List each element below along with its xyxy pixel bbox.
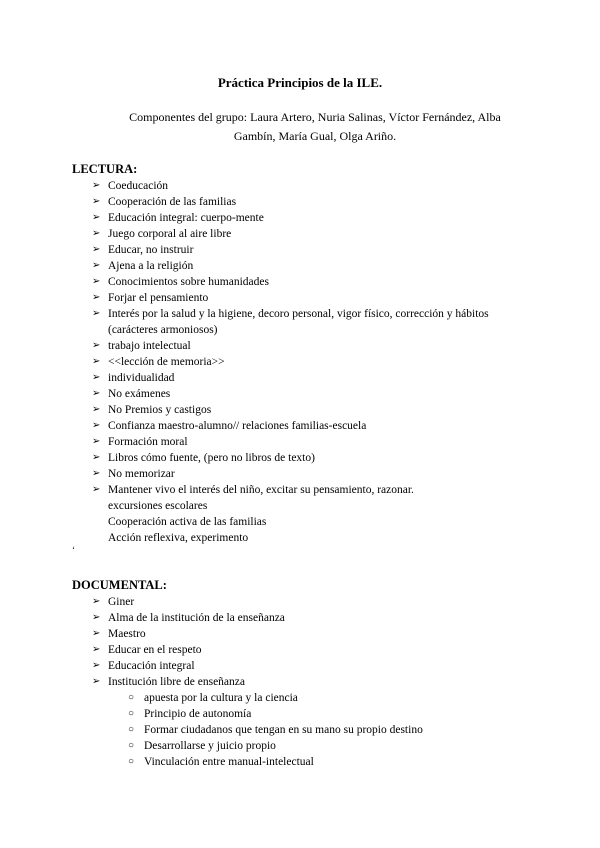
list-item: ➢ Juego corporal al aire libre (92, 228, 232, 240)
arrow-bullet-icon: ➢ (92, 596, 101, 607)
arrow-bullet-icon: ➢ (92, 660, 101, 671)
arrow-bullet-icon: ➢ (92, 484, 101, 495)
sublist-item: ○ Formar ciudadanos que tengan en su mano su propio destino (128, 724, 423, 736)
list-item: ➢ Ajena a la religión (92, 260, 194, 272)
documental-list (92, 594, 532, 690)
list-item: ➢ Conocimientos sobre humanidades (92, 276, 269, 288)
arrow-bullet-icon: ➢ (92, 612, 101, 623)
arrow-bullet-icon: ➢ (92, 212, 101, 223)
document-title: Práctica Principios de la ILE. (217, 75, 383, 90)
list-item: ➢ Educación integral: cuerpo-mente (92, 212, 264, 224)
documental-heading: DOCUMENTAL: (72, 578, 167, 592)
list-item: ➢ No exámenes (92, 388, 171, 400)
arrow-bullet-icon: ➢ (92, 260, 101, 271)
arrow-bullet-icon: ➢ (92, 436, 101, 447)
arrow-bullet-icon: ➢ (92, 676, 101, 687)
list-item-continuation: Acción reflexiva, experimento (108, 532, 249, 544)
arrow-bullet-icon: ➢ (92, 452, 101, 463)
sublist-item: ○ apuesta por la cultura y la ciencia (128, 692, 298, 704)
list-item: ➢ Educación integral (92, 660, 195, 672)
group-members (100, 108, 530, 146)
list-item: ➢ Mantener vivo el interés del niño, excitar su pensamiento, razonar. (92, 484, 414, 496)
list-item: ➢ Institución libre de enseñanza (92, 676, 245, 688)
arrow-bullet-icon: ➢ (92, 228, 101, 239)
arrow-bullet-icon: ➢ (92, 404, 101, 415)
circle-bullet-icon: ○ (128, 724, 135, 735)
circle-bullet-icon: ○ (128, 708, 135, 719)
arrow-bullet-icon: ➢ (92, 292, 101, 303)
circle-bullet-icon: ○ (128, 692, 135, 703)
arrow-bullet-icon: ➢ (92, 388, 101, 399)
arrow-bullet-icon: ➢ (92, 468, 101, 479)
list-item: ➢ Maestro (92, 628, 146, 640)
list-item: ➢ Confianza maestro-alumno// relaciones familias-escuela (92, 420, 367, 432)
list-item: ➢ Formación moral (92, 436, 188, 448)
list-item: ➢ Cooperación de las familias (92, 196, 237, 208)
arrow-bullet-icon: ➢ (92, 372, 101, 383)
members-line-1: Componentes del grupo: Laura Artero, Nuria Salinas, Víctor Fernández, Alba (129, 110, 501, 124)
lectura-list (92, 178, 532, 546)
arrow-bullet-icon: ➢ (92, 308, 101, 319)
arrow-bullet-icon: ➢ (92, 420, 101, 431)
arrow-bullet-icon: ➢ (92, 644, 101, 655)
list-item: ➢ Coeducación (92, 180, 169, 192)
arrow-bullet-icon: ➢ (92, 196, 101, 207)
sublist-item: ○ Vinculación entre manual-intelectual (128, 756, 314, 768)
arrow-bullet-icon: ➢ (92, 340, 101, 351)
documental-sublist (128, 690, 508, 770)
arrow-bullet-icon: ➢ (92, 628, 101, 639)
list-item: ➢ No memorizar (92, 468, 175, 480)
arrow-bullet-icon: ➢ (92, 244, 101, 255)
arrow-bullet-icon: ➢ (92, 180, 101, 191)
arrow-bullet-icon: ➢ (92, 276, 101, 287)
list-item-continuation: excursiones escolares (108, 500, 208, 512)
list-item: ➢ trabajo intelectual (92, 340, 191, 352)
list-item: ➢ Forjar el pensamiento (92, 292, 209, 304)
list-item: ➢ Libros cómo fuente, (pero no libros de texto) (92, 452, 315, 464)
sublist-item: ○ Principio de autonomía (128, 708, 252, 720)
list-item-continuation: Cooperación activa de las familias (108, 516, 267, 528)
members-line-2: Gambín, María Gual, Olga Ariño. (233, 129, 397, 143)
list-item: ➢ Educar en el respeto (92, 644, 202, 656)
list-item: ➢ Interés por la salud y la higiene, decoro personal, vigor físico, corrección y hábitos (92, 308, 489, 320)
list-item: ➢ No Premios y castigos (92, 404, 212, 416)
arrow-bullet-icon: ➢ (92, 356, 101, 367)
list-item-continuation: (carácteres armoniosos) (108, 324, 218, 336)
list-item: ➢ Alma de la institución de la enseñanza (92, 612, 285, 624)
list-item: ➢ individualidad (92, 372, 175, 384)
list-item: ➢ Giner (92, 596, 135, 608)
circle-bullet-icon: ○ (128, 740, 135, 751)
circle-bullet-icon: ○ (128, 756, 135, 767)
stray-mark: ‘ (72, 545, 75, 555)
lectura-heading: LECTURA: (72, 162, 138, 176)
sublist-item: ○ Desarrollarse y juicio propio (128, 740, 276, 752)
list-item: ➢ Educar, no instruir (92, 244, 194, 256)
list-item: ➢ <<lección de memoria>> (92, 356, 225, 368)
